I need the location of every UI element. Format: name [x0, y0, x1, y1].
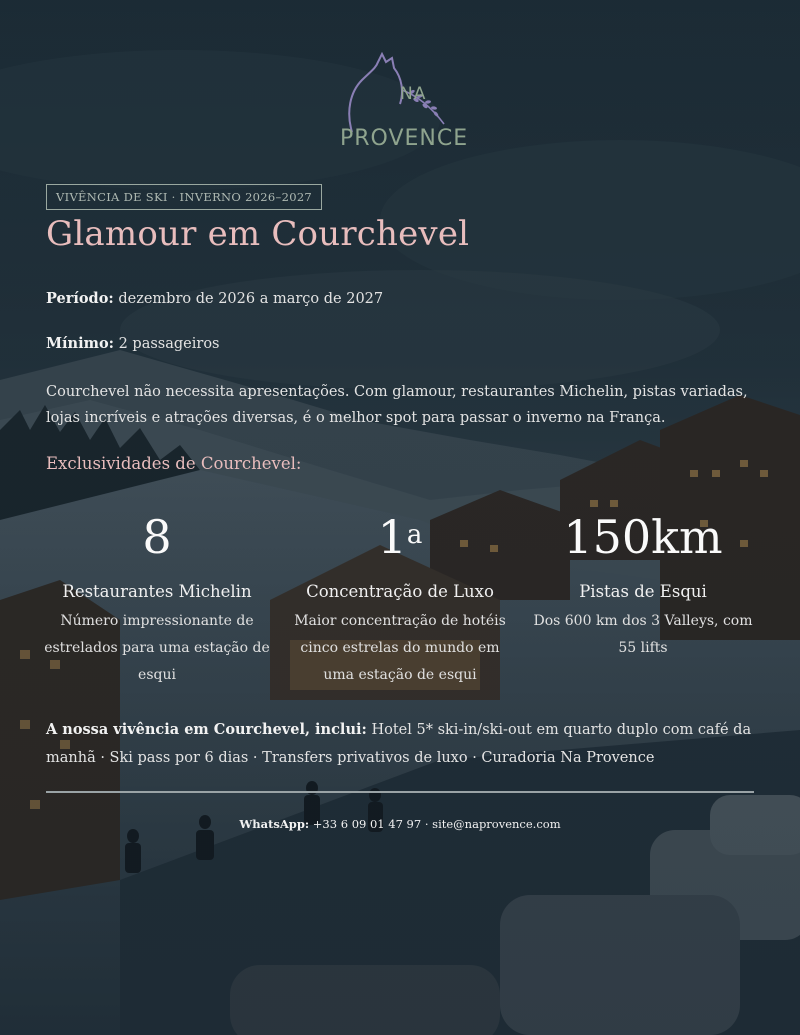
- stat-slopes: [528, 505, 758, 662]
- divider: [46, 791, 754, 793]
- includes-value: Hotel 5* ski-in/ski-out em quarto duplo com café da manhã · Ski pass por 6 dias · Transfers privativos de luxo · Curadoria Na Provence: [46, 722, 752, 766]
- stat-label: Concentração de Luxo: [306, 582, 494, 601]
- includes-label: A nossa vivência em Courchevel, inclui:: [46, 721, 367, 738]
- stat-luxury: [285, 505, 515, 689]
- stat-michelin: [42, 505, 272, 689]
- season-tag: VIVÊNCIA DE SKI · INVERNO 2026–2027: [46, 184, 322, 210]
- logo-provence-text: PROVENCE: [340, 126, 469, 151]
- minimum-label: Mínimo:: [46, 335, 114, 352]
- stat-number: 150km: [563, 510, 723, 564]
- footer-contact: [0, 817, 800, 831]
- stat-number: 1$^a$: [377, 510, 423, 564]
- stat-number: 8: [142, 510, 172, 564]
- stat-description: Dos 600 km dos 3 Valleys, com 55 lifts: [533, 613, 753, 656]
- stat-description: Maior concentração de hotéis cinco estrelas do mundo em uma estação de esqui: [294, 613, 506, 683]
- exclusives-heading: Exclusividades de Courchevel:: [46, 454, 302, 473]
- period-value: dezembro de 2026 a março de 2027: [113, 291, 384, 307]
- brand-logo: [340, 52, 469, 158]
- email-link[interactable]: site@naprovence.com: [432, 817, 561, 831]
- minimum-line: [46, 335, 220, 352]
- description: Courchevel não necessita apresentações. Com glamour, restaurantes Michelin, pistas variadas, lojas incríveis e atrações diversas, é o melhor spot para passar o inverno na França.: [46, 384, 748, 426]
- page-title: Glamour em Courchevel: [46, 214, 470, 254]
- minimum-value: 2 passageiros: [113, 336, 220, 352]
- period-line: [46, 290, 383, 307]
- stat-label: Restaurantes Michelin: [62, 582, 252, 601]
- period-label: Período:: [46, 290, 114, 307]
- includes-text: [46, 716, 756, 772]
- whatsapp-number[interactable]: +33 6 09 01 47 97 ·: [309, 817, 433, 831]
- stat-label: Pistas de Esqui: [579, 582, 707, 601]
- stat-description: Número impressionante de estrelados para uma estação de esqui: [44, 613, 270, 683]
- logo-na-text: NA: [400, 84, 427, 104]
- whatsapp-label: WhatsApp:: [239, 817, 310, 831]
